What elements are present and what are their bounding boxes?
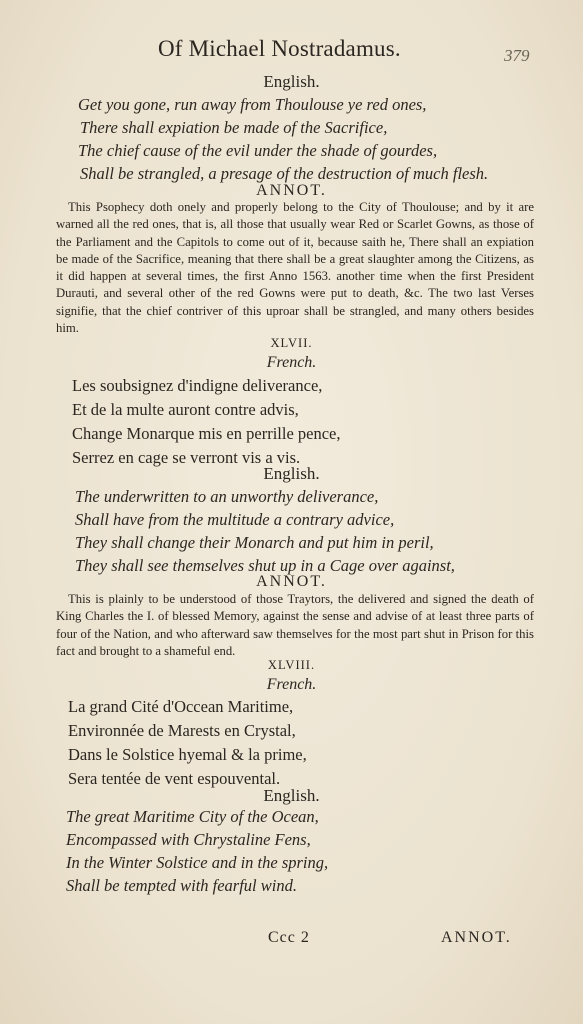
annot-heading-47: ANNOT. — [256, 573, 327, 590]
verse-line: Sera tentée de vent espouvental. — [68, 769, 281, 788]
english-verse-1 — [78, 93, 488, 185]
verse-line: The underwritten to an unworthy deliverance, — [75, 487, 379, 506]
annotation-text: This Psophecy doth onely and properly belong to the City of Thoulouse; and by it are warned all the red ones, that is, all those that usually wear Red or Scarlet Gowns, as those of the Parliament and the Capitols to come out of it, because saith he, There shall an expiation be made of the Sacrifice, meaning that there shall be a great slaughter among the Citizens, as it did happen at several times, the first Anno 1563. another time when the first President Durauti, and several other of the red Gowns were put to death, &c. The two last Verses signifie, that the chief contriver of this uproar shall be strangled, and many others besides him. — [56, 200, 534, 336]
verse-line: Change Monarque mis en perrille pence, — [72, 424, 341, 443]
french-heading-47: French. — [266, 354, 317, 371]
verse-line: Shall be strangled, a presage of the destruction of much flesh. — [80, 164, 489, 183]
verse-line: Shall be tempted with fearful wind. — [66, 876, 297, 895]
verse-line: There shall expiation be made of the Sacrifice, — [80, 118, 388, 137]
verse-line: Dans le Solstice hyemal & la prime, — [68, 745, 307, 764]
verse-line: La grand Cité d'Occean Maritime, — [68, 697, 294, 716]
verse-line: Environnée de Marests en Crystal, — [68, 721, 296, 740]
signature-mark: Ccc 2 — [268, 929, 310, 946]
annotation-47 — [56, 591, 534, 660]
running-title: Of Michael Nostradamus. — [158, 36, 401, 61]
verse-line: Et de la multe auront contre advis, — [72, 400, 299, 419]
annot-heading-1: ANNOT. — [256, 182, 327, 199]
verse-line: Serrez en cage se verront vis a vis. — [72, 448, 301, 467]
french-verse-47 — [72, 374, 341, 470]
verse-line: Shall have from the multitude a contrary advice, — [75, 510, 395, 529]
verse-line: Get you gone, run away from Thoulouse ye red ones, — [78, 95, 427, 114]
quatrain-number-47: XLVII. — [270, 336, 313, 350]
verse-line: Les soubsignez d'indigne deliverance, — [72, 376, 323, 395]
english-verse-48 — [66, 805, 328, 897]
verse-line: They shall change their Monarch and put him in peril, — [75, 533, 434, 552]
page-number: 379 — [504, 46, 530, 65]
english-heading-47: English. — [263, 464, 320, 483]
verse-line: Encompassed with Chrystaline Fens, — [66, 830, 311, 849]
verse-line: They shall see themselves shut up in a Cage over against, — [75, 556, 455, 575]
english-heading-48: English. — [263, 786, 320, 805]
english-verse-47 — [75, 485, 455, 577]
catchword: ANNOT. — [441, 929, 512, 946]
english-heading-1: English. — [263, 72, 320, 91]
quatrain-number-48: XLVIII. — [267, 658, 316, 672]
verse-line: In the Winter Solstice and in the spring, — [66, 853, 329, 872]
verse-line: The great Maritime City of the Ocean, — [66, 807, 319, 826]
french-heading-48: French. — [266, 676, 317, 693]
verse-line: The chief cause of the evil under the shade of gourdes, — [78, 141, 438, 160]
french-verse-48 — [68, 695, 307, 791]
annotation-text: This is plainly to be understood of those Traytors, the delivered and signed the death of King Charles the I. of blessed Memory, against the sense and advise of at least three parts of four of the Nation, and who afterward saw themselves for the most part shut in Prison for this fact and brought to a shameful end. — [56, 592, 534, 658]
annotation-1 — [56, 199, 534, 337]
page-header — [0, 34, 583, 70]
